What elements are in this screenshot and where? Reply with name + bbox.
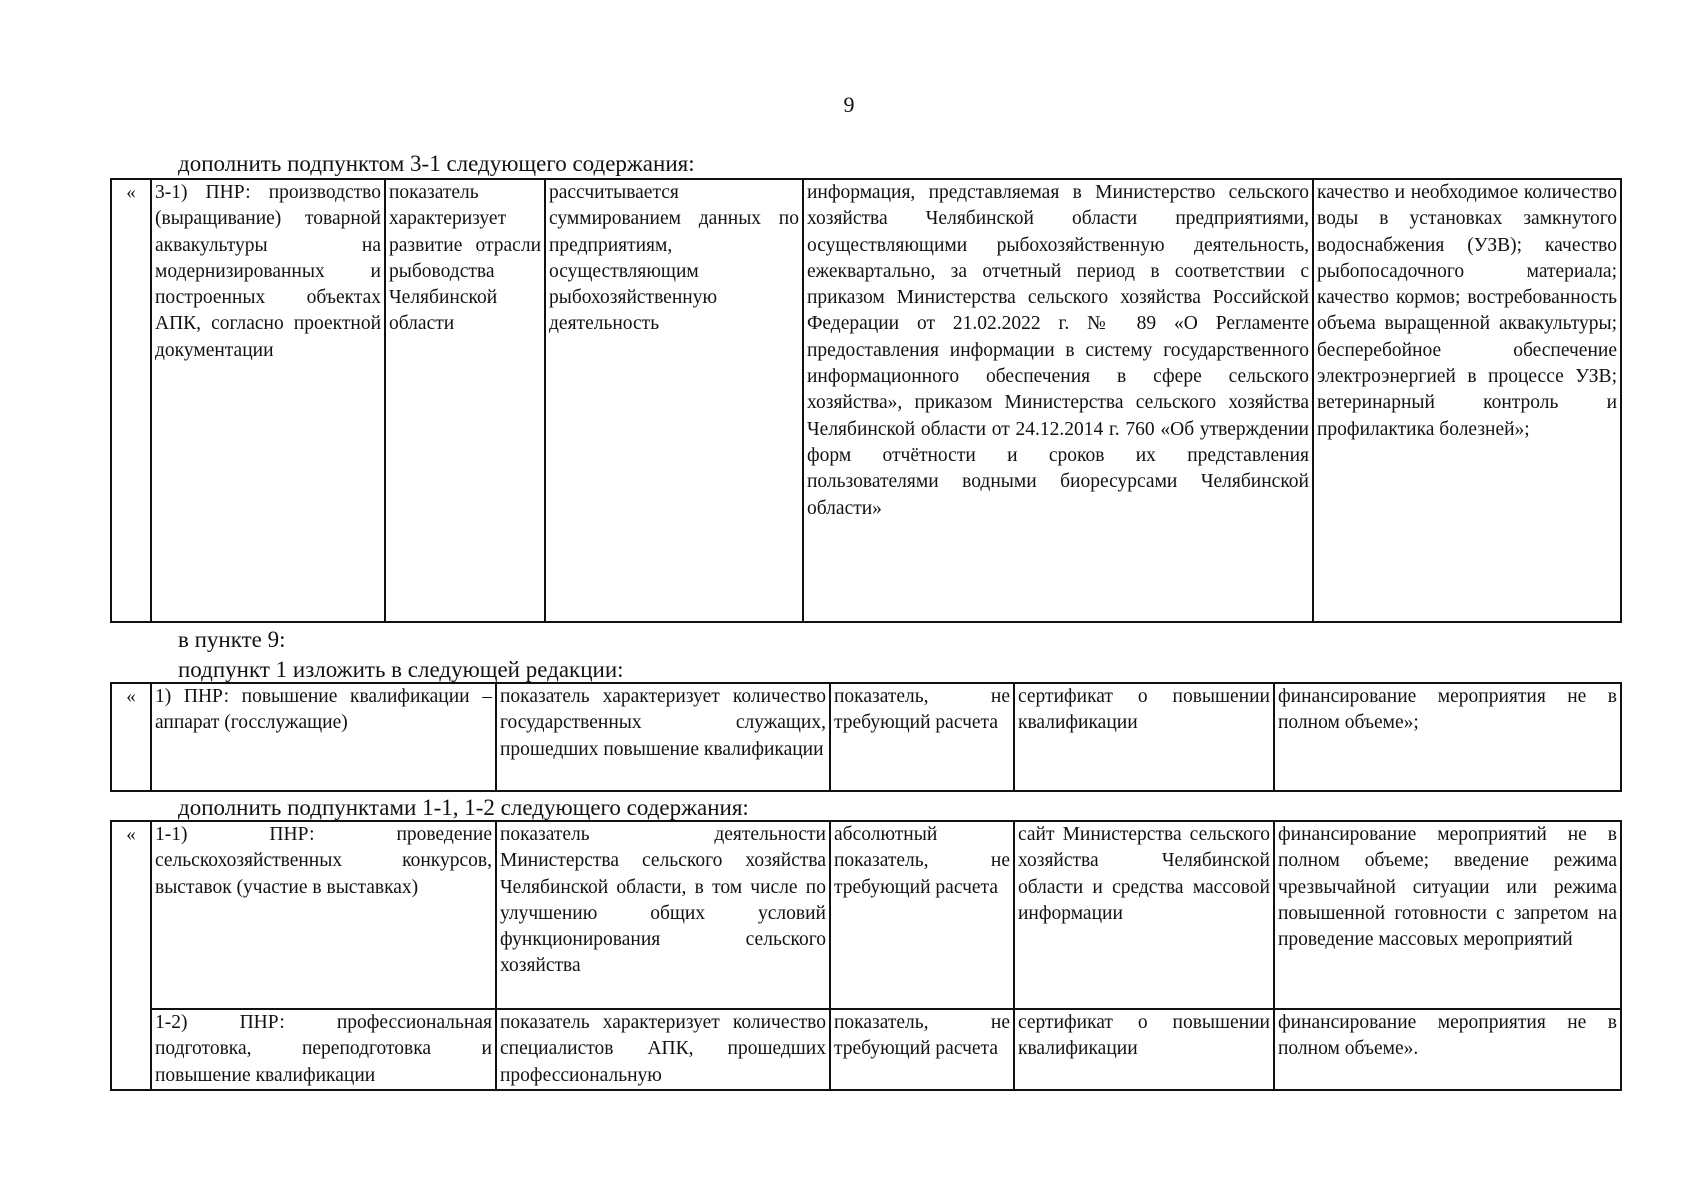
cell-data-source: сертификат о повышении квалификации bbox=[1014, 1009, 1274, 1090]
cell-indicator-description: показатель характеризует количество специалистов АПК, прошедших профессиональную bbox=[496, 1009, 830, 1090]
cell-indicator-description: показатель деятельности Министерства сельского хозяйства Челябинской области, в том числе по улучшению общих условий функционирования сельского хозяйства bbox=[496, 821, 830, 1009]
quote-mark: « bbox=[111, 179, 151, 622]
cell-indicator-description: показатель характеризует количество государственных служащих, прошедших повышение квалификации bbox=[496, 683, 830, 791]
cell-risk-factors: финансирование мероприятия не в полном объеме». bbox=[1274, 1009, 1621, 1090]
cell-risk-factors: финансирование мероприятия не в полном объеме»; bbox=[1274, 683, 1621, 791]
table-subitems-1-1-1-2 bbox=[110, 820, 1622, 1091]
cell-data-source: сайт Министерства сельского хозяйства Челябинской области и средства массовой информации bbox=[1014, 821, 1274, 1009]
cell-indicator-name: 1-1) ПНР: проведение сельскохозяйственных конкурсов, выставок (участие в выставках) bbox=[151, 821, 496, 1009]
table-row bbox=[111, 179, 1621, 622]
cell-indicator-description: показатель характеризует развитие отрасли рыбоводства Челябинской области bbox=[385, 179, 545, 622]
quote-mark: « bbox=[111, 683, 151, 791]
amendment-intro-1-new-edition: подпункт 1 изложить в следующей редакции: bbox=[178, 657, 624, 682]
cell-indicator-name: 1-2) ПНР: профессиональная подготовка, переподготовка и повышение квалификации bbox=[151, 1009, 496, 1090]
amendment-intro-3-1: дополнить подпунктом 3-1 следующего содержания: bbox=[178, 151, 695, 176]
table-subitem-3-1 bbox=[110, 178, 1622, 623]
page-number: 9 bbox=[843, 92, 855, 117]
cell-risk-factors: финансирование мероприятий не в полном объеме; введение режима чрезвычайной ситуации или режима повышенной готовности с запретом на проведение массовых мероприятий bbox=[1274, 821, 1621, 1009]
cell-risk-factors: качество и необходимое количество воды в установках замкнутого водоснабжения (УЗВ); качество рыбопосадочного материала; качество кормов; востребованность объема выращенной аквакультуры; бесперебойное обеспечение электроэнергией в процессе УЗВ; ветеринарный контроль и профилактика болезней»; bbox=[1313, 179, 1621, 622]
cell-data-source: информация, представляемая в Министерство сельского хозяйства Челябинской области предприятиями, осуществляющими рыбохозяйственную деятельность, ежеквартально, за отчетный период в соответствии с приказом Министерства сельского хозяйства Российской Федерации от 21.02.2022 г. № 89 «О Регламенте предоставления информации в систему государственного информационного обеспечения в сфере сельского хозяйства», приказом Министерства сельского хозяйства Челябинской области от 24.12.2014 г. 760 «Об утверждении форм отчётности и сроков их представления пользователями водными биоресурсами Челябинской области» bbox=[803, 179, 1313, 622]
cell-data-source: сертификат о повышении квалификации bbox=[1014, 683, 1274, 791]
amendment-intro-1-1-1-2: дополнить подпунктами 1-1, 1-2 следующего содержания: bbox=[178, 795, 749, 820]
cell-calculation-method: показатель, не требующий расчета bbox=[830, 1009, 1014, 1090]
cell-calculation-method: показатель, не требующий расчета bbox=[830, 683, 1014, 791]
table-row bbox=[111, 1009, 1621, 1090]
cell-calculation-method: рассчитывается суммированием данных по предприятиям, осуществляющим рыбохозяйственную деятельность bbox=[545, 179, 803, 622]
quote-mark: « bbox=[111, 821, 151, 1090]
cell-indicator-name: 1) ПНР: повышение квалификации – аппарат (госслужащие) bbox=[151, 683, 496, 791]
amendment-intro-item-9: в пункте 9: bbox=[178, 627, 286, 652]
table-row bbox=[111, 683, 1621, 791]
cell-indicator-name: 3-1) ПНР: производство (выращивание) товарной аквакультуры на модернизированных и построенных объектах АПК, согласно проектной документации bbox=[151, 179, 385, 622]
table-row bbox=[111, 821, 1621, 1009]
table-subitem-1 bbox=[110, 682, 1622, 792]
cell-calculation-method: абсолютный показатель, не требующий расчета bbox=[830, 821, 1014, 1009]
